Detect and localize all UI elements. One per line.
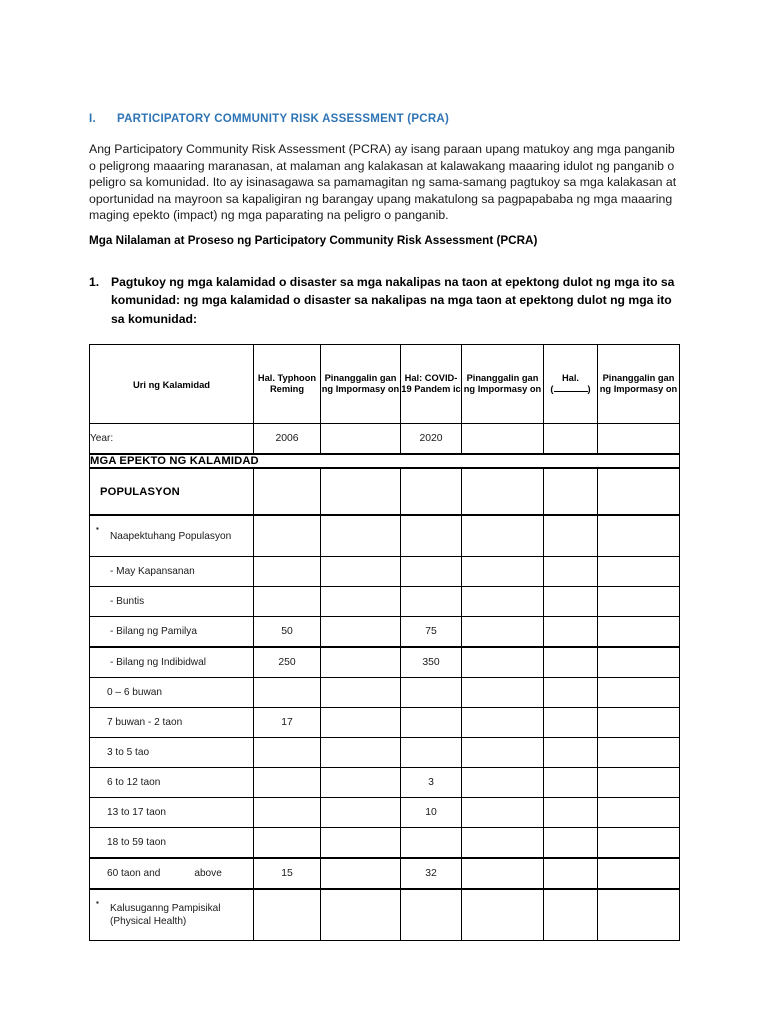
- table-row: [90, 647, 680, 678]
- covid-value[interactable]: [401, 515, 462, 557]
- header-cell-hal-blank: [544, 345, 598, 424]
- source-2-value[interactable]: [462, 828, 544, 859]
- row-label: 3 to 5 tao: [90, 738, 254, 768]
- hal-blank-value[interactable]: [544, 828, 598, 859]
- table-row: [90, 708, 680, 738]
- bullet-icon: ▪: [96, 898, 99, 908]
- typhoon-value[interactable]: [254, 798, 321, 828]
- table-row: [90, 889, 680, 941]
- row-label: 6 to 12 taon: [90, 768, 254, 798]
- row-label-text: Kalusuganng Pampisikal (Physical Health): [110, 902, 221, 928]
- row-label: [90, 889, 254, 941]
- typhoon-value[interactable]: [254, 828, 321, 859]
- item-text: Pagtukoy ng mga kalamidad o disaster sa mga nakalipas na taon at epektong dulot ng mga ito sa komunidad: ng mga kalamidad o disaster sa nakalipas na mga taon at epektong dulot ng mga ito sa komunidad:: [111, 274, 675, 326]
- source-1-value[interactable]: [321, 828, 401, 859]
- table-row: [90, 738, 680, 768]
- year-value-covid[interactable]: 2020: [401, 424, 462, 455]
- row-label: - Bilang ng Pamilya: [90, 617, 254, 648]
- covid-value[interactable]: 350: [401, 647, 462, 678]
- band-label: MGA EPEKTO NG KALAMIDAD: [90, 454, 680, 468]
- populasyon-c7[interactable]: [598, 468, 680, 515]
- source-1-value[interactable]: [321, 858, 401, 889]
- populasyon-c3[interactable]: [321, 468, 401, 515]
- hal-blank-value[interactable]: [544, 647, 598, 678]
- covid-value[interactable]: [401, 738, 462, 768]
- source-3-value[interactable]: [598, 617, 680, 648]
- year-value-source-2[interactable]: [462, 424, 544, 455]
- intro-paragraph: Ang Participatory Community Risk Assessment (PCRA) ay isang paraan upang matukoy ang mga panganib o peligrong maaaring maranasan, at malaman ang kalakasan at kalawakang maaaring idulot ng panganib o peligro sa komunidad. Ito ay isinasagawa sa pamamagitan ng sama-samang pagtukoy sa mga kalakasan at oportunidad na mayroon sa kapaligiran ng barangay upang makatulong sa pagpapababa ng mga maaaring maging epekto (impact) ng mga paparating na peligro o panganib.: [89, 142, 677, 223]
- typhoon-value[interactable]: [254, 889, 321, 941]
- source-2-value[interactable]: [462, 617, 544, 648]
- covid-value[interactable]: [401, 587, 462, 617]
- table-row: [90, 858, 680, 889]
- row-label: [90, 858, 254, 889]
- covid-value[interactable]: 75: [401, 617, 462, 648]
- section-number: I.: [89, 113, 96, 125]
- source-3-value[interactable]: [598, 858, 680, 889]
- populasyon-c2[interactable]: [254, 468, 321, 515]
- covid-value[interactable]: [401, 557, 462, 587]
- source-1-value[interactable]: [321, 647, 401, 678]
- source-3-value[interactable]: [598, 738, 680, 768]
- table-row: [90, 768, 680, 798]
- source-2-value[interactable]: [462, 678, 544, 708]
- row-label: - Buntis: [90, 587, 254, 617]
- typhoon-value[interactable]: [254, 678, 321, 708]
- table-header-row: [90, 345, 680, 424]
- year-label: Year:: [90, 424, 254, 455]
- source-1-value[interactable]: [321, 889, 401, 941]
- table-row: [90, 557, 680, 587]
- typhoon-value[interactable]: [254, 515, 321, 557]
- source-1-value[interactable]: [321, 768, 401, 798]
- source-2-value[interactable]: [462, 798, 544, 828]
- source-2-value[interactable]: [462, 889, 544, 941]
- source-3-value[interactable]: [598, 647, 680, 678]
- row-label: 0 – 6 buwan: [90, 678, 254, 708]
- hal-blank-value[interactable]: [544, 587, 598, 617]
- typhoon-value[interactable]: 250: [254, 647, 321, 678]
- table-row: [90, 617, 680, 648]
- hal-blank-value[interactable]: [544, 617, 598, 648]
- source-1-value[interactable]: [321, 557, 401, 587]
- covid-value[interactable]: [401, 708, 462, 738]
- header-cell-pinanggalingan-3: Pinanggalin gan ng Impormasy on: [598, 345, 680, 424]
- covid-value[interactable]: 32: [401, 858, 462, 889]
- table-row: [90, 678, 680, 708]
- source-1-value[interactable]: [321, 587, 401, 617]
- source-2-value[interactable]: [462, 738, 544, 768]
- covid-value[interactable]: [401, 889, 462, 941]
- typhoon-value[interactable]: [254, 738, 321, 768]
- row-label-text-2: above: [194, 868, 222, 880]
- row-label-text: 60 taon and: [107, 868, 161, 880]
- bullet-icon: ▪: [96, 524, 99, 534]
- hal-blank-value[interactable]: [544, 678, 598, 708]
- hal-blank-value[interactable]: [544, 738, 598, 768]
- row-label: 13 to 17 taon: [90, 798, 254, 828]
- populasyon-c6[interactable]: [544, 468, 598, 515]
- hal-blank-value[interactable]: [544, 515, 598, 557]
- row-label: - Bilang ng Indibidwal: [90, 647, 254, 678]
- hal-blank-value[interactable]: [544, 798, 598, 828]
- table-row: [90, 798, 680, 828]
- hal-blank-value[interactable]: [544, 768, 598, 798]
- pcra-table: [89, 344, 680, 941]
- source-3-value[interactable]: [598, 889, 680, 941]
- source-2-value[interactable]: [462, 647, 544, 678]
- hal-blank-value[interactable]: [544, 708, 598, 738]
- source-3-value[interactable]: [598, 678, 680, 708]
- section-title: PARTICIPATORY COMMUNITY RISK ASSESSMENT (PCRA): [117, 113, 450, 125]
- header-hal-label: Hal.: [561, 372, 580, 383]
- typhoon-value[interactable]: [254, 557, 321, 587]
- header-cell-pinanggalingan-2: Pinanggalin gan ng Impormasy on: [462, 345, 544, 424]
- source-3-value[interactable]: [598, 708, 680, 738]
- row-label-text: Naapektuhang Populasyon: [110, 530, 232, 542]
- source-2-value[interactable]: [462, 858, 544, 889]
- hal-blank-value[interactable]: [544, 858, 598, 889]
- source-2-value[interactable]: [462, 587, 544, 617]
- item-number: 1.: [89, 274, 100, 289]
- covid-value[interactable]: [401, 828, 462, 859]
- source-1-value[interactable]: [321, 738, 401, 768]
- source-1-value[interactable]: [321, 617, 401, 648]
- header-cell-uri-ng-kalamidad: Uri ng Kalamidad: [90, 345, 254, 424]
- header-cell-hal-typhoon-reming: Hal. Typhoon Reming: [254, 345, 321, 424]
- source-3-value[interactable]: [598, 828, 680, 859]
- row-label: [90, 515, 254, 557]
- table-row-populasyon: [90, 468, 680, 515]
- header-cell-hal-covid19: Hal: COVID-19 Pandem ic: [401, 345, 462, 424]
- source-3-value[interactable]: [598, 798, 680, 828]
- year-value-hal-blank[interactable]: [544, 424, 598, 455]
- row-label: 18 to 59 taon: [90, 828, 254, 859]
- source-3-value[interactable]: [598, 768, 680, 798]
- typhoon-value[interactable]: 50: [254, 617, 321, 648]
- source-3-value[interactable]: [598, 515, 680, 557]
- row-label: 7 buwan - 2 taon: [90, 708, 254, 738]
- source-1-value[interactable]: [321, 708, 401, 738]
- table-body: [90, 345, 680, 941]
- table-row: [90, 587, 680, 617]
- year-value-source-3[interactable]: [598, 424, 680, 455]
- hal-blank-value[interactable]: [544, 557, 598, 587]
- row-label: - May Kapansanan: [90, 557, 254, 587]
- section-heading: [89, 113, 679, 125]
- source-1-value[interactable]: [321, 798, 401, 828]
- hal-blank-value[interactable]: [544, 889, 598, 941]
- populasyon-c4[interactable]: [401, 468, 462, 515]
- source-3-value[interactable]: [598, 557, 680, 587]
- source-2-value[interactable]: [462, 515, 544, 557]
- table-band-mga-epekto: [90, 454, 680, 468]
- table-row: [90, 515, 680, 557]
- year-value-source-1[interactable]: [321, 424, 401, 455]
- header-hal-blank-line: ( ): [550, 384, 591, 395]
- populasyon-label: POPULASYON: [90, 468, 254, 515]
- typhoon-value[interactable]: 17: [254, 708, 321, 738]
- covid-value[interactable]: [401, 678, 462, 708]
- source-2-value[interactable]: [462, 768, 544, 798]
- source-1-value[interactable]: [321, 678, 401, 708]
- typhoon-value[interactable]: [254, 768, 321, 798]
- source-2-value[interactable]: [462, 557, 544, 587]
- header-cell-pinanggalingan-1: Pinanggalin gan ng Impormasy on: [321, 345, 401, 424]
- year-value-typhoon[interactable]: 2006: [254, 424, 321, 455]
- numbered-item-1: [89, 273, 679, 329]
- typhoon-value[interactable]: [254, 587, 321, 617]
- populasyon-c5[interactable]: [462, 468, 544, 515]
- covid-value[interactable]: 10: [401, 798, 462, 828]
- covid-value[interactable]: 3: [401, 768, 462, 798]
- table-row: [90, 828, 680, 859]
- subheading: Mga Nilalaman at Proseso ng Participatory Community Risk Assessment (PCRA): [89, 233, 538, 247]
- source-2-value[interactable]: [462, 708, 544, 738]
- source-1-value[interactable]: [321, 515, 401, 557]
- source-3-value[interactable]: [598, 587, 680, 617]
- typhoon-value[interactable]: 15: [254, 858, 321, 889]
- table-row-year: [90, 424, 680, 455]
